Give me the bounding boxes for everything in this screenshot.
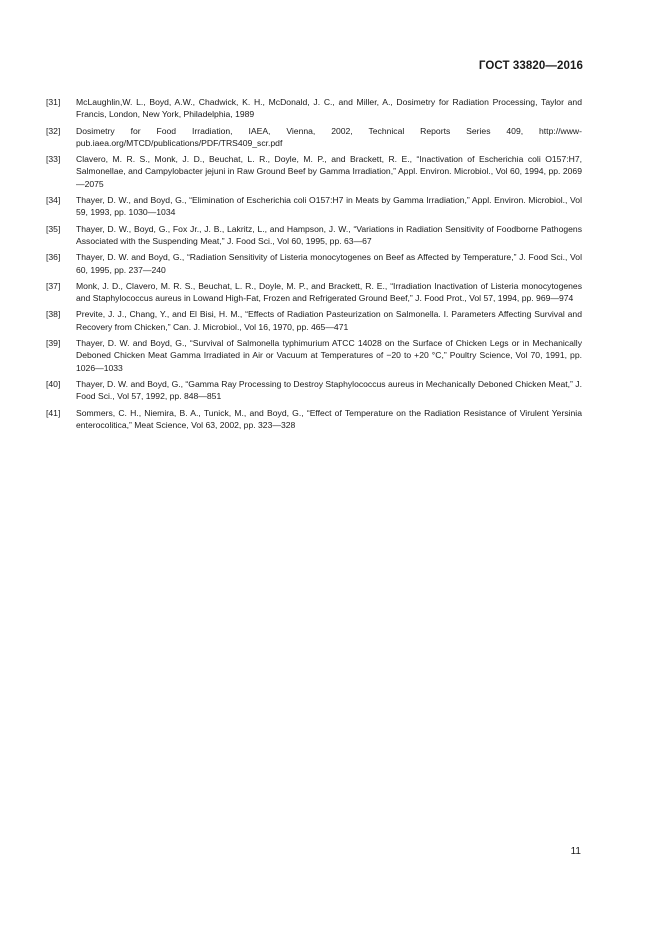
reference-item — [46, 308, 582, 333]
reference-number: [32] — [46, 125, 61, 136]
page-number: 11 — [570, 846, 581, 857]
document-code-header: ГОСТ 33820—2016 — [478, 60, 583, 72]
reference-text: Dosimetry for Food Irradiation, IAEA, Vienna, 2002, Technical Reports Series 409, http://www-pub.iaea.org/MTCD/publications/PDF/TRS409_scr.pdf — [76, 125, 582, 148]
reference-item — [46, 280, 582, 305]
reference-text: Clavero, M. R. S., Monk, J. D., Beuchat, L. R., Doyle, M. P., and Brackett, R. E., “Inactivation of Escherichia coli O157:H7, Salmonellae, and Campylobacter jejuni in Raw Ground Beef by Gamma Irradiation,” Appl. Environ. Microbiol., Vol 60, 1994, pp. 2069—2075 — [76, 154, 582, 189]
reference-item — [46, 153, 582, 190]
reference-text: Thayer, D. W., and Boyd, G., “Elimination of Escherichia coli O157:H7 in Meats by Gamma Irradiation,” Appl. Environ. Microbiol., Vol 59, 1993, pp. 1030—1034 — [76, 195, 582, 218]
reference-text: McLaughlin,W. L., Boyd, A.W., Chadwick, K. H., McDonald, J. C., and Miller, A., Dosimetry for Radiation Processing, Taylor and Francis, London, New York, Philadelphia, 1989 — [76, 97, 582, 120]
reference-number: [41] — [46, 407, 61, 418]
reference-text: Monk, J. D., Clavero, M. R. S., Beuchat, L. R., Doyle, M. P., and Brackett, R. E., “Irradiation Inactivation of Listeria monocytogenes and Staphylococcus aureus in Lowand High-Fat, Frozen and Refrigerated Ground Beef,” J. Food Prot., Vol 57, 1994, pp. 969—974 — [76, 280, 582, 304]
reference-number: [40] — [46, 378, 61, 389]
reference-item — [46, 407, 582, 432]
reference-item — [46, 125, 582, 150]
reference-number: [39] — [46, 338, 61, 349]
reference-text: Thayer, D. W. and Boyd, G., “Survival of Salmonella typhimurium ATCC 14028 on the Surface of Chicken Legs or in Mechanically Deboned Chicken Meat Gamma Irradiated in Air or Vacuum at Temperatures of −20 to +20 °C,” Poultry Science, Vol 70, 1991, pp. 1026—1033 — [76, 338, 582, 373]
reference-number: [35] — [46, 223, 61, 234]
reference-item — [46, 194, 582, 219]
reference-number: [37] — [46, 280, 61, 291]
reference-text: Thayer, D. W. and Boyd, G., “Gamma Ray Processing to Destroy Staphylococcus aureus in Mechanically Deboned Chicken Meat,” J. Food Sci., Vol 57, 1992, pp. 848—851 — [76, 378, 582, 402]
reference-text: Sommers, C. H., Niemira, B. A., Tunick, M., and Boyd, G., “Effect of Temperature on the Radiation Resistance of Virulent Yersinia enterocolitica,” Meat Science, Vol 63, 2002, pp. 323—328 — [76, 407, 582, 430]
reference-number: [31] — [46, 97, 61, 107]
reference-item — [46, 251, 582, 276]
reference-number: [33] — [46, 154, 61, 165]
reference-item — [46, 337, 582, 374]
reference-item — [46, 96, 582, 121]
reference-text: Thayer, D. W. and Boyd, G., “Radiation Sensitivity of Listeria monocytogenes on Beef as Affected by Temperature,” J. Food Sci., Vol 60, 1995, pp. 237—240 — [76, 252, 582, 275]
reference-number: [38] — [46, 309, 61, 320]
reference-item — [46, 378, 582, 403]
reference-number: [36] — [46, 252, 61, 263]
bibliography-list — [46, 96, 582, 435]
reference-item — [46, 223, 582, 248]
reference-number: [34] — [46, 195, 61, 206]
reference-text: Thayer, D. W., Boyd, G., Fox Jr., J. B., Lakritz, L., and Hampson, J. W., “Variations in Radiation Sensitivity of Foodborne Pathogens Associated with the Suspending Meat,” J. Food Sci., Vol 60, 1995, pp. 63—67 — [76, 223, 582, 246]
reference-text: Previte, J. J., Chang, Y., and El Bisi, H. M., “Effects of Radiation Pasteurization on Salmonella. I. Parameters Affecting Survival and Recovery from Chicken,” Can. J. Microbiol., Vol 16, 1970, pp. 465—471 — [76, 309, 582, 332]
